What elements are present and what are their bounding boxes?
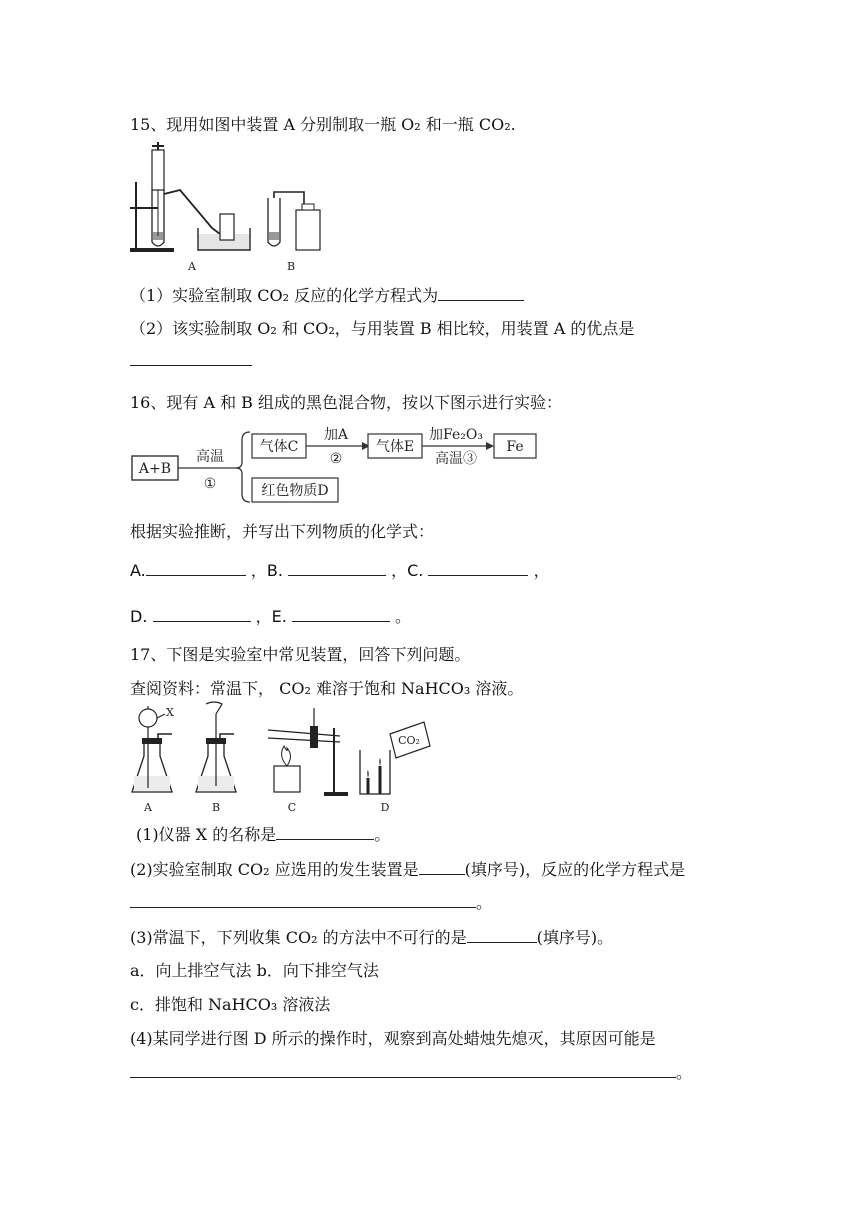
q17-sub2 xyxy=(130,857,685,880)
flow-step1-number: ① xyxy=(203,476,217,492)
q17-sub3-post: (填序号)。 xyxy=(536,928,614,947)
q16-prompt: 根据实验推断，并写出下列物质的化学式： xyxy=(130,522,435,541)
q16-answer-row-2 xyxy=(130,604,411,627)
q17-apparatus-figure xyxy=(128,700,448,818)
q16-label-a: A. xyxy=(130,561,146,580)
q17-fig-label-c: C xyxy=(287,801,297,814)
q17-fig-label-b: B xyxy=(211,801,221,814)
q17-answer-1-blank[interactable] xyxy=(276,824,374,840)
q17-sub2-mid: (填序号)，反应的化学方程式是 xyxy=(464,860,686,879)
q17-sub4: (4)某同学进行图 D 所示的操作时，观察到高处蜡烛先熄灭，其原因可能是 xyxy=(130,1029,656,1048)
flow-step2-number: ② xyxy=(329,451,343,467)
q16-period: 。 xyxy=(394,607,411,626)
q17-fig-x-label: X xyxy=(166,706,174,719)
q16-comma: ， xyxy=(533,561,550,580)
q15-answer-2-blank[interactable] xyxy=(130,350,252,366)
flow-fe-box: Fe xyxy=(506,439,524,455)
q17-title: 17、下图是实验室中常见装置，回答下列问题。 xyxy=(130,645,471,664)
q15-sub1-text: （1）实验室制取 CO₂ 反应的化学方程式为 xyxy=(130,286,439,305)
q16-label-b: ，B. xyxy=(250,561,283,580)
q15-sub1 xyxy=(130,283,524,306)
q16-title: 16、现有 A 和 B 组成的黑色混合物，按以下图示进行实验： xyxy=(130,393,563,412)
q16-blank-d[interactable] xyxy=(153,606,251,622)
q15-sub2-blank-line xyxy=(130,350,252,370)
q15-fig-label-a: A xyxy=(188,260,196,273)
q17-answer-3-blank[interactable] xyxy=(467,927,537,943)
q17-sub2-equation-line xyxy=(130,890,492,913)
q17-sub2-period: 。 xyxy=(476,893,493,912)
q17-sub3-text: (3)常温下，下列收集 CO₂ 的方法中不可行的是 xyxy=(130,928,467,947)
flow-step3-number: 高温③ xyxy=(435,451,477,467)
q16-blank-b[interactable] xyxy=(288,560,386,576)
q16-label-c: ，C. xyxy=(391,561,424,580)
q17-sub1-text: (1)仪器 X 的名称是 xyxy=(136,825,277,844)
q17-sub1-period: 。 xyxy=(374,825,391,844)
flow-red-d-box: 红色物质D xyxy=(261,483,329,499)
q17-fig-label-d: D xyxy=(380,801,390,814)
q17-answer-4-blank[interactable] xyxy=(130,1062,676,1078)
q17-sub2-text: (2)实验室制取 CO₂ 应选用的发生装置是 xyxy=(130,860,419,879)
flow-gas-e-box: 气体E xyxy=(375,439,415,455)
q17-option-c: c．排饱和 NaHCO₃ 溶液法 xyxy=(130,995,331,1014)
q16-blank-a[interactable] xyxy=(146,560,246,576)
q17-fig-co2-label: CO₂ xyxy=(398,734,420,747)
q15-sub2: （2）该实验制取 O₂ 和 CO₂，与用装置 B 相比较，用装置 A 的优点是 xyxy=(130,319,635,338)
flow-step1-label: 高温 xyxy=(196,449,224,465)
q15-fig-label-b: B xyxy=(287,260,296,273)
q15-title: 15、现用如图中装置 A 分别制取一瓶 O₂ 和一瓶 CO₂. xyxy=(130,115,516,134)
flow-step2-label: 加A xyxy=(323,427,349,443)
q17-info: 查阅资料：常温下， CO₂ 难溶于饱和 NaHCO₃ 溶液。 xyxy=(130,679,524,698)
q17-answer-2a-blank[interactable] xyxy=(419,859,465,875)
flow-gas-c-box: 气体C xyxy=(259,439,299,455)
q16-blank-c[interactable] xyxy=(428,560,528,576)
q17-fig-label-a: A xyxy=(144,801,152,814)
q17-sub1 xyxy=(136,822,390,845)
q16-blank-e[interactable] xyxy=(292,606,390,622)
q17-sub4-period: 。 xyxy=(676,1063,693,1082)
q16-flowchart xyxy=(128,426,548,506)
q17-sub4-answer-line xyxy=(130,1060,692,1083)
q16-label-d: D. xyxy=(130,607,148,626)
flow-step3-label: 加Fe₂O₃ xyxy=(429,427,483,443)
q15-answer-1-blank[interactable] xyxy=(438,285,524,301)
flow-start-box: A+B xyxy=(138,461,172,477)
q15-apparatus-figure xyxy=(128,142,338,274)
q17-options-ab: a．向上排空气法 b．向下排空气法 xyxy=(130,961,379,980)
q17-sub3 xyxy=(130,925,613,948)
q16-answer-row-1 xyxy=(130,558,550,581)
q17-answer-2b-blank[interactable] xyxy=(130,892,476,908)
q16-label-e: ，E. xyxy=(255,607,287,626)
